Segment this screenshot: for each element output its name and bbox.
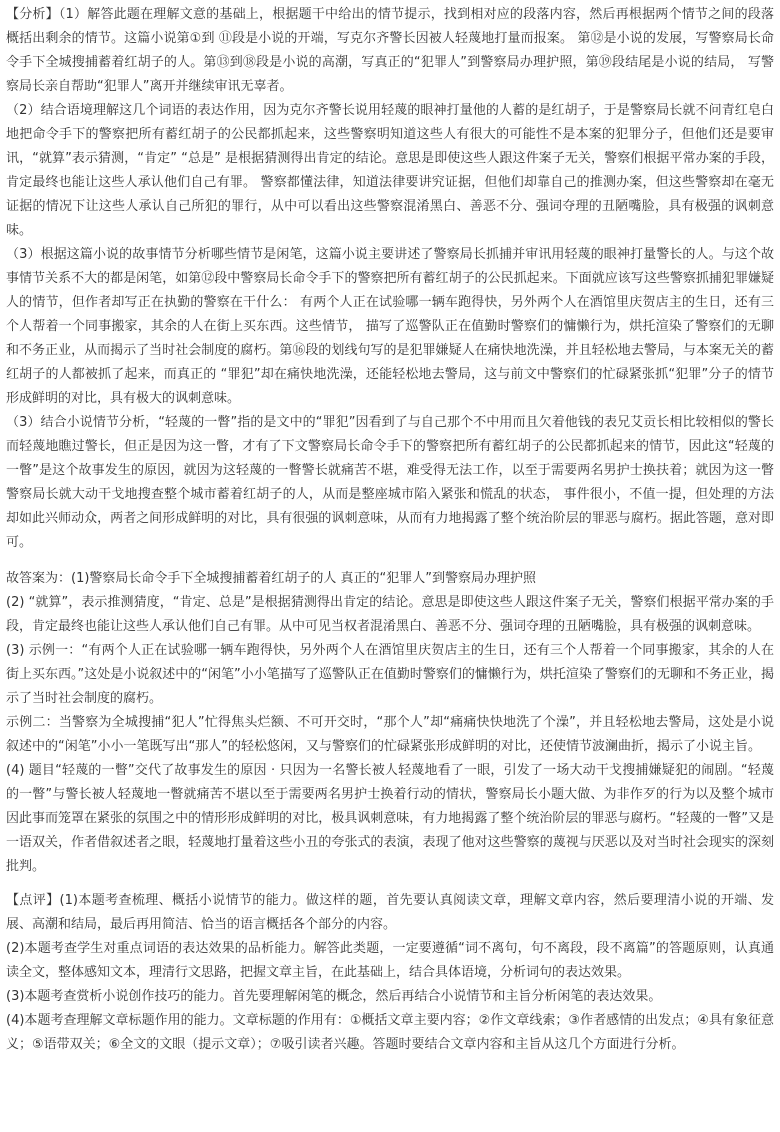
answer-3-example-2: 示例二：当警察为全城搜捕“犯人”忙得焦头烂额、不可开交时，“那个人”却“痛痛快快地洗了个澡”，并且轻松地去警局，这处是小说叙述中的“闲笔”小小一笔既写出“那人”的轻松悠闲，又与警察们的忙碌紧张形成鲜明的对比，还使情节波澜曲折，揭示了小说主旨。	[6, 715, 774, 754]
comment-1: 【点评】(1)本题考查梳理、概括小说情节的能力。做这样的题，首先要认真阅读文章，理解文章内容，然后要理清小说的开端、发展、高潮和结局，最后再用简洁、恰当的语言概括各个部分的内容。	[6, 893, 774, 932]
comment-3: (3)本题考查赏析小说创作技巧的能力。首先要理解闲笔的概念，然后再结合小说情节和主旨分析闲笔的表达效果。	[6, 989, 662, 1004]
analysis-paragraph-4: （3）结合小说情节分析，“轻蔑的一瞥”指的是文中的“罪犯”因看到了与自己那个不中用而且欠着他钱的表兄艾贡长相比较相似的警长而轻蔑地瞧过警长，但正是因为这一瞥，才有了下文警察局长命令手下的警察把所有蓄红胡子的公民都抓起来的情节，因此这“轻蔑的一瞥”是这个故事发生的原因，就因为这轻蔑的一瞥警长就痛苦不堪，难受得无法工作，以至于需要两名男护士换扶着；就因为这一瞥警察局长就大动干戈地搜查整个城市蓄着红胡子的人，从而是整座城市陷入紧张和慌乱的状态， 事件很小，不值一提，但处理的方法却如此兴师动众，两者之间形成鲜明的对比，具有很强的讽刺意味，从而有力地揭露了整个统治阶层的罪恶与腐朽。据此答题，意对即可。	[6, 415, 774, 550]
analysis-section	[6, 3, 774, 555]
analysis-paragraph-1: 【分析】（1）解答此题在理解文意的基础上，根据题干中给出的情节提示，找到相对应的段落内容，然后再根据两个情节之间的段落概括出剩余的情节。这篇小说第①到 ⑪段是小说的开端，写克尔齐警长因被人轻蔑地打量而报案。 第⑫是小说的发展，写警察局长命令手下全城搜捕蓄着红胡子的人。第⑬到⑱段是小说的高潮，写真正的“犯罪人”到警察局办理护照，第⑲段结尾是小说的结局， 写警察局长亲自帮助“犯罪人”离开并继续审讯无辜者。	[6, 7, 774, 94]
answer-3-example-1: (3) 示例一：“有两个人正在试验哪一辆车跑得快，另外两个人在酒馆里庆贺店主的生日，还有三个人帮着一个同事搬家，其余的人在街上买东西。”这处是小说叙述中的“闲笔”小小笔描写了巡警队正在值勤时警察们的慵懒行为，烘托渲染了警察们的无聊和不务正业，揭示了当时社会制度的腐朽。	[6, 643, 774, 706]
analysis-paragraph-3: （3）根据这篇小说的故事情节分析哪些情节是闲笔，这篇小说主要讲述了警察局长抓捕并审讯用轻蔑的眼神打量警长的人。与这个故事情节关系不大的都是闲笔，如第⑫段中警察局长命令手下的警察把所有蓄红胡子的公民抓起来。下面就应该写这些警察抓捕犯罪嫌疑人的情节，但作者却写正在执勤的警察在干什么： 有两个人正在试验哪一辆车跑得快，另外两个人在酒馆里庆贺店主的生日，还有三个人帮着一个同事搬家，其余的人在街上买东西。这些情节， 描写了巡警队正在值勤时警察们的慵懒行为，烘托渲染了警察们的无聊和不务正业，从而揭示了当时社会制度的腐朽。第⑯段的划线句写的是犯罪嫌疑人在痛快地洗澡，并且轻松地去警局，与本案无关的蓄红胡子的人都被抓了起来，而真正的 “罪犯”却在痛快地洗澡，还能轻松地去警局，这与前文中警察们的忙碌紧张抓“犯罪”分子的情节形成鲜明的对比，具有极大的讽刺意味。	[6, 247, 774, 406]
section-gap	[6, 555, 774, 567]
section-gap	[6, 879, 774, 889]
answer-2: (2) “就算”，表示推测猜度，“肯定、总是”是根据猜测得出肯定的结论。意思是即使这些人跟这件案子无关，警察们根据平常办案的手段，肯定最终也能让这些人承认他们自己有罪。从中可见当权者混淆黑白、善恶不分、强词夺理的丑陋嘴脸，具有极强的讽刺意味。	[6, 595, 774, 634]
answer-1: 故答案为：(1)警察局长命令手下全城搜捕蓄着红胡子的人 真正的“犯罪人”到警察局办理护照	[6, 571, 537, 586]
comment-section	[6, 889, 774, 1057]
comment-4: (4)本题考查理解文章标题作用的能力。文章标题的作用有：①概括文章主要内容；②作文章线索；③作者感情的出发点；④具有象征意义；⑤语带双关；⑥全文的文眼（提示文章）；⑦吸引读者兴趣。答题时要结合文章内容和主旨从这几个方面进行分析。	[6, 1013, 774, 1052]
answer-section	[6, 567, 774, 879]
analysis-paragraph-2: （2）结合语境理解这几个词语的表达作用，因为克尔齐警长说用轻蔑的眼神打量他的人蓄的是红胡子，于是警察局长就不问青红皂白地把命令手下的警察把所有蓄红胡子的公民都抓起来，这些警察明知道这些人有很大的可能性不是本案的犯罪分子，但他们还是要审讯，“就算”表示猜测，“肯定” “总是” 是根据猜测得出肯定的结论。意思是即使这些人跟这件案子无关，警察们根据平常办案的手段，肯定最终也能让这些人承认他们自己有罪。 警察都懂法律，知道法律要讲究证据，但他们却靠自己的推测办案，但这些警察却在毫无证据的情况下让这些人承认自己所犯的罪行，从中可以看出这些警察混淆黑白、善恶不分、强词夺理的丑陋嘴脸，具有极强的讽刺意味。	[6, 103, 774, 238]
comment-2: (2)本题考查学生对重点词语的表达效果的品析能力。解答此类题，一定要遵循“词不离句，句不离段，段不离篇”的答题原则，认真通读全文，整体感知文本，理清行文思路，把握文章主旨，在此基础上，结合具体语境，分析词句的表达效果。	[6, 941, 774, 980]
answer-4: (4) 题目“轻蔑的一瞥”交代了故事发生的原因 · 只因为一名警长被人轻蔑地看了一眼，引发了一场大动干戈搜捕嫌疑犯的闹剧。“轻蔑的一瞥”与警长被人轻蔑地一瞥就痛苦不堪以至于需要两名男护士换着行动的情状，警察局长小题大做、为非作歹的行为以及整个城市因此事而笼罩在紧张的氛围之中的情形形成鲜明的对比，极具讽刺意味，有力地揭露了整个统治阶层的罪恶与腐朽。“轻蔑的一瞥”又是一语双关，作者借叙述者之眼，轻蔑地打量着这些小丑的夸张式的表演，表现了他对这些警察的蔑视与厌恶以及对当时社会现实的深刻批判。	[6, 763, 774, 874]
